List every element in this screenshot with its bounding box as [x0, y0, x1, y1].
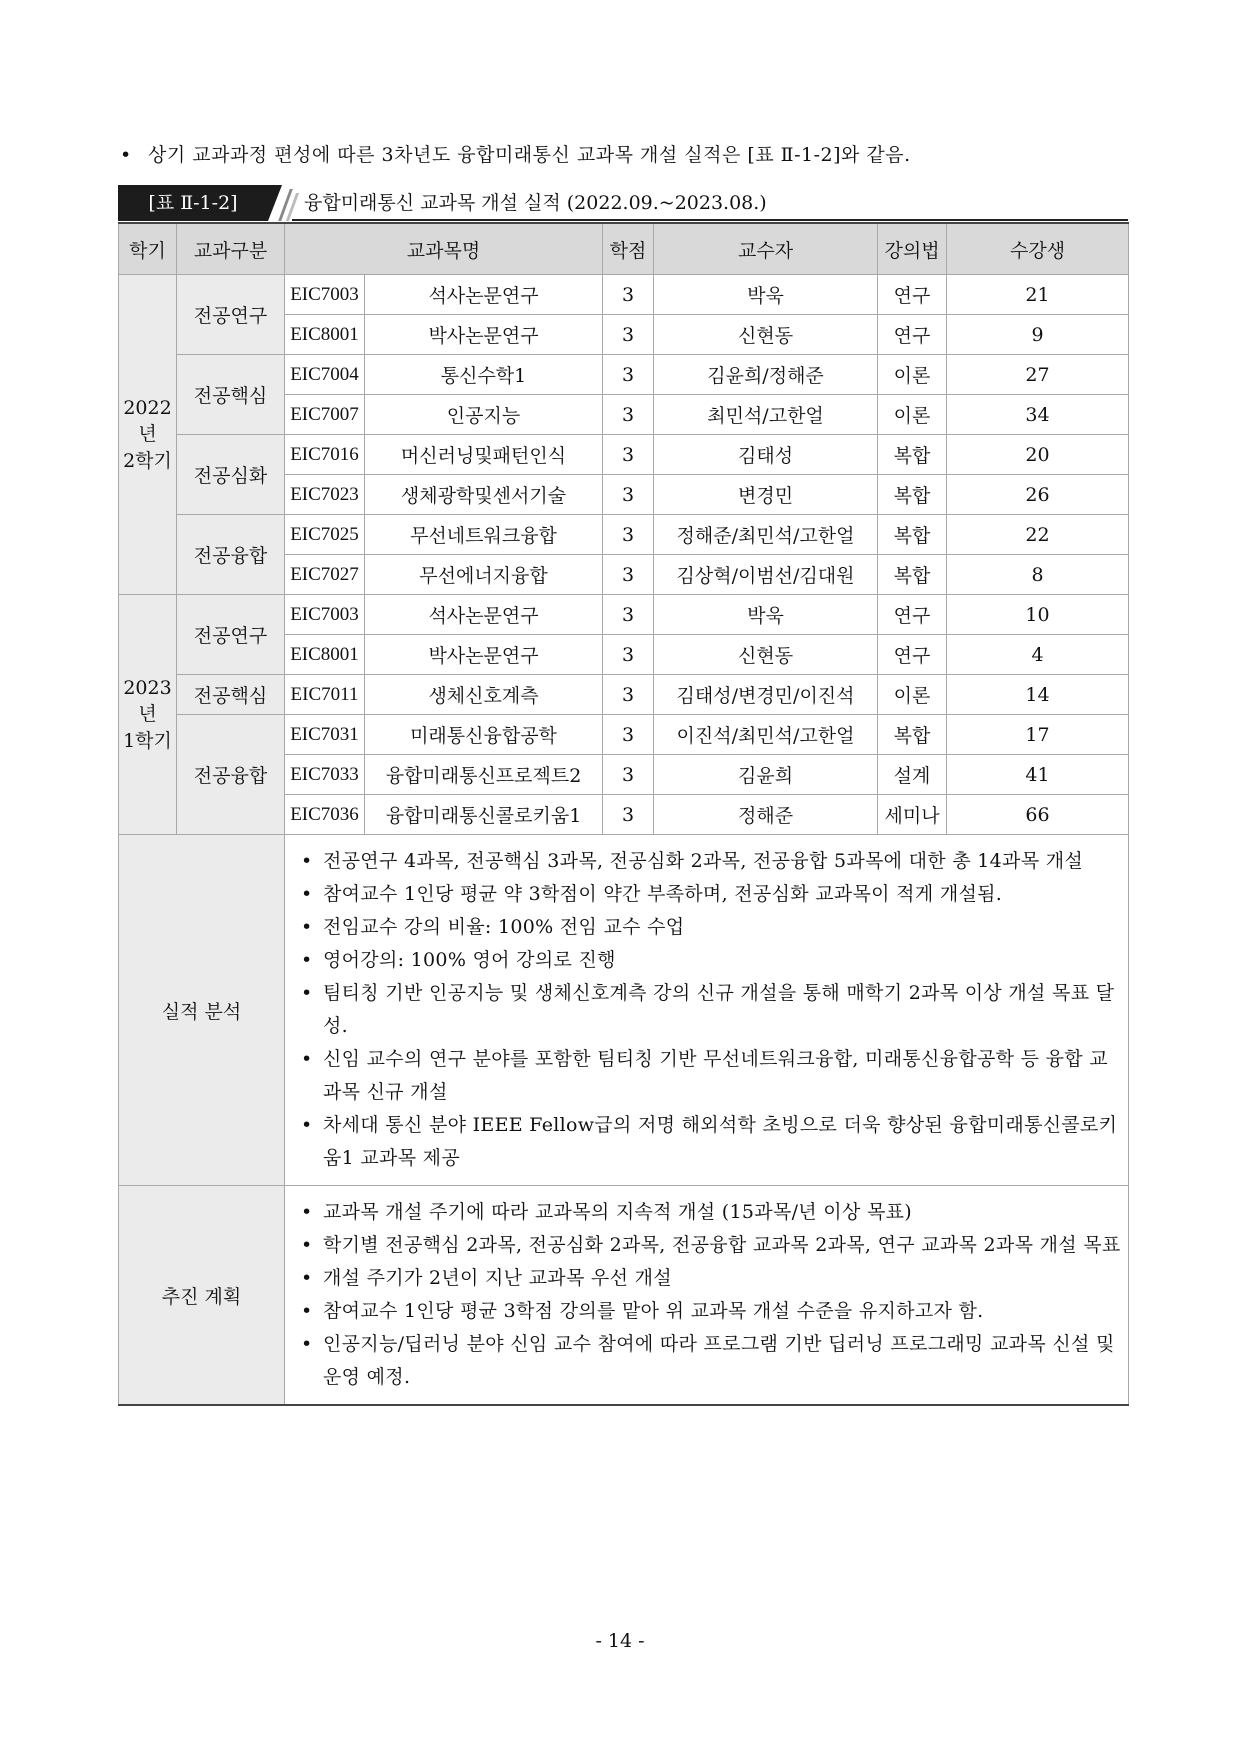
credit-cell: 3 — [603, 675, 654, 715]
course-code-cell: EIC7011 — [285, 675, 365, 715]
professor-cell: 신현동 — [654, 315, 878, 355]
credit-cell: 3 — [603, 715, 654, 755]
method-cell: 이론 — [878, 355, 947, 395]
section-label: 추진 계획 — [119, 1186, 285, 1406]
method-cell: 복합 — [878, 475, 947, 515]
table-number: [표 Ⅱ-1-2] — [118, 185, 268, 221]
list-item: • 교과목 개설 주기에 따라 교과목의 지속적 개설 (15과목/년 이상 목표) — [295, 1196, 1122, 1229]
intro-sentence: 상기 교과과정 편성에 따른 3차년도 융합미래통신 교과목 개설 실적은 [표 Ⅱ-1-2]와 같음. — [148, 144, 911, 166]
credit-cell: 3 — [603, 435, 654, 475]
students-cell: 66 — [947, 795, 1129, 835]
method-cell: 복합 — [878, 515, 947, 555]
category-cell: 전공심화 — [177, 435, 285, 515]
category-cell: 전공융합 — [177, 515, 285, 595]
list-item: • 개설 주기가 2년이 지난 교과목 우선 개설 — [295, 1262, 1122, 1295]
students-cell: 27 — [947, 355, 1129, 395]
professor-cell: 김태성 — [654, 435, 878, 475]
course-code-cell: EIC7023 — [285, 475, 365, 515]
list-item: • 참여교수 1인당 평균 3학점 강의를 맡아 위 교과목 개설 수준을 유지하고자 함. — [295, 1295, 1122, 1328]
category-cell: 전공핵심 — [177, 675, 285, 715]
table-row — [119, 675, 1129, 715]
section-notes — [285, 1186, 1129, 1406]
category-cell: 전공융합 — [177, 715, 285, 835]
professor-cell: 이진석/최민석/고한얼 — [654, 715, 878, 755]
table-title: 융합미래통신 교과목 개설 실적 (2022.09.~2023.08.) — [292, 185, 1128, 221]
credit-cell: 3 — [603, 795, 654, 835]
course-table — [118, 222, 1129, 1406]
course-name-cell: 머신러닝및패턴인식 — [365, 435, 603, 475]
professor-cell: 김윤희 — [654, 755, 878, 795]
bullet-icon: • — [120, 144, 132, 166]
column-header: 학점 — [603, 223, 654, 275]
students-cell: 34 — [947, 395, 1129, 435]
course-name-cell: 박사논문연구 — [365, 635, 603, 675]
course-code-cell: EIC7004 — [285, 355, 365, 395]
category-cell: 전공연구 — [177, 595, 285, 675]
semester-cell: 2023년 1학기 — [119, 595, 177, 835]
course-name-cell: 석사논문연구 — [365, 595, 603, 635]
professor-cell: 변경민 — [654, 475, 878, 515]
course-name-cell: 생체광학및센서기술 — [365, 475, 603, 515]
plan-row — [119, 1186, 1129, 1406]
professor-cell: 박욱 — [654, 275, 878, 315]
students-cell: 41 — [947, 755, 1129, 795]
section-notes — [285, 835, 1129, 1186]
method-cell: 이론 — [878, 395, 947, 435]
course-code-cell: EIC7003 — [285, 595, 365, 635]
semester-cell: 2022년 2학기 — [119, 275, 177, 595]
professor-cell: 김태성/변경민/이진석 — [654, 675, 878, 715]
method-cell: 이론 — [878, 675, 947, 715]
list-item: • 전임교수 강의 비율: 100% 전임 교수 수업 — [295, 911, 1122, 944]
students-cell: 22 — [947, 515, 1129, 555]
students-cell: 4 — [947, 635, 1129, 675]
professor-cell: 정해준/최민석/고한얼 — [654, 515, 878, 555]
bullet-list — [295, 1196, 1122, 1394]
category-cell: 전공연구 — [177, 275, 285, 355]
students-cell: 9 — [947, 315, 1129, 355]
course-name-cell: 무선에너지융합 — [365, 555, 603, 595]
course-code-cell: EIC7027 — [285, 555, 365, 595]
list-item: • 팀티칭 기반 인공지능 및 생체신호계측 강의 신규 개설을 통해 매학기 2과목 이상 개설 목표 달성. — [295, 977, 1122, 1043]
course-name-cell: 무선네트워크융합 — [365, 515, 603, 555]
section-label: 실적 분석 — [119, 835, 285, 1186]
credit-cell: 3 — [603, 755, 654, 795]
list-item: • 차세대 통신 분야 IEEE Fellow급의 저명 해외석학 초빙으로 더욱 향상된 융합미래통신콜로키움1 교과목 제공 — [295, 1109, 1122, 1175]
header-row — [119, 223, 1129, 275]
column-header: 수강생 — [947, 223, 1129, 275]
method-cell: 복합 — [878, 435, 947, 475]
table-row — [119, 435, 1129, 475]
credit-cell: 3 — [603, 275, 654, 315]
course-code-cell: EIC7003 — [285, 275, 365, 315]
course-name-cell: 생체신호계측 — [365, 675, 603, 715]
table-caption — [118, 185, 1128, 221]
course-code-cell: EIC7033 — [285, 755, 365, 795]
professor-cell: 김상혁/이범선/김대원 — [654, 555, 878, 595]
credit-cell: 3 — [603, 635, 654, 675]
course-code-cell: EIC8001 — [285, 315, 365, 355]
credit-cell: 3 — [603, 315, 654, 355]
list-item: • 참여교수 1인당 평균 약 3학점이 약간 부족하며, 전공심화 교과목이 적게 개설됨. — [295, 878, 1122, 911]
table-body — [119, 275, 1129, 1406]
list-item: • 인공지능/딥러닝 분야 신임 교수 참여에 따라 프로그램 기반 딥러닝 프로그래밍 교과목 신설 및 운영 예정. — [295, 1328, 1122, 1394]
professor-cell: 김윤희/정해준 — [654, 355, 878, 395]
course-code-cell: EIC8001 — [285, 635, 365, 675]
analysis-row — [119, 835, 1129, 1186]
bullet-list — [295, 845, 1122, 1175]
table-row — [119, 275, 1129, 315]
professor-cell: 박욱 — [654, 595, 878, 635]
professor-cell: 최민석/고한얼 — [654, 395, 878, 435]
table-row — [119, 715, 1129, 755]
students-cell: 20 — [947, 435, 1129, 475]
method-cell: 연구 — [878, 275, 947, 315]
course-code-cell: EIC7025 — [285, 515, 365, 555]
table-row — [119, 515, 1129, 555]
table-row — [119, 595, 1129, 635]
students-cell: 10 — [947, 595, 1129, 635]
list-item: • 영어강의: 100% 영어 강의로 진행 — [295, 944, 1122, 977]
method-cell: 연구 — [878, 635, 947, 675]
method-cell: 복합 — [878, 555, 947, 595]
course-name-cell: 석사논문연구 — [365, 275, 603, 315]
credit-cell: 3 — [603, 595, 654, 635]
credit-cell: 3 — [603, 515, 654, 555]
professor-cell: 신현동 — [654, 635, 878, 675]
professor-cell: 정해준 — [654, 795, 878, 835]
students-cell: 26 — [947, 475, 1129, 515]
list-item: • 전공연구 4과목, 전공핵심 3과목, 전공심화 2과목, 전공융합 5과목에 대한 총 14과목 개설 — [295, 845, 1122, 878]
list-item: • 학기별 전공핵심 2과목, 전공심화 2과목, 전공융합 교과목 2과목, 연구 교과목 2과목 개설 목표 — [295, 1229, 1122, 1262]
course-code-cell: EIC7016 — [285, 435, 365, 475]
course-name-cell: 인공지능 — [365, 395, 603, 435]
course-name-cell: 융합미래통신프로젝트2 — [365, 755, 603, 795]
table-row — [119, 355, 1129, 395]
method-cell: 연구 — [878, 315, 947, 355]
column-header: 학기 — [119, 223, 177, 275]
column-header: 교수자 — [654, 223, 878, 275]
intro-text — [120, 140, 1120, 167]
course-name-cell: 융합미래통신콜로키움1 — [365, 795, 603, 835]
category-cell: 전공핵심 — [177, 355, 285, 435]
students-cell: 14 — [947, 675, 1129, 715]
credit-cell: 3 — [603, 555, 654, 595]
course-name-cell: 통신수학1 — [365, 355, 603, 395]
table-header — [119, 223, 1129, 275]
course-name-cell: 미래통신융합공학 — [365, 715, 603, 755]
page-number: - 14 - — [595, 1630, 645, 1652]
course-name-cell: 박사논문연구 — [365, 315, 603, 355]
list-item: • 신임 교수의 연구 분야를 포함한 팀티칭 기반 무선네트워크융합, 미래통신융합공학 등 융합 교과목 신규 개설 — [295, 1043, 1122, 1109]
course-code-cell: EIC7031 — [285, 715, 365, 755]
students-cell: 17 — [947, 715, 1129, 755]
students-cell: 21 — [947, 275, 1129, 315]
students-cell: 8 — [947, 555, 1129, 595]
credit-cell: 3 — [603, 355, 654, 395]
column-header: 교과구분 — [177, 223, 285, 275]
column-header: 교과목명 — [285, 223, 603, 275]
column-header: 강의법 — [878, 223, 947, 275]
method-cell: 복합 — [878, 715, 947, 755]
method-cell: 세미나 — [878, 795, 947, 835]
credit-cell: 3 — [603, 395, 654, 435]
course-code-cell: EIC7036 — [285, 795, 365, 835]
credit-cell: 3 — [603, 475, 654, 515]
course-code-cell: EIC7007 — [285, 395, 365, 435]
method-cell: 설계 — [878, 755, 947, 795]
method-cell: 연구 — [878, 595, 947, 635]
